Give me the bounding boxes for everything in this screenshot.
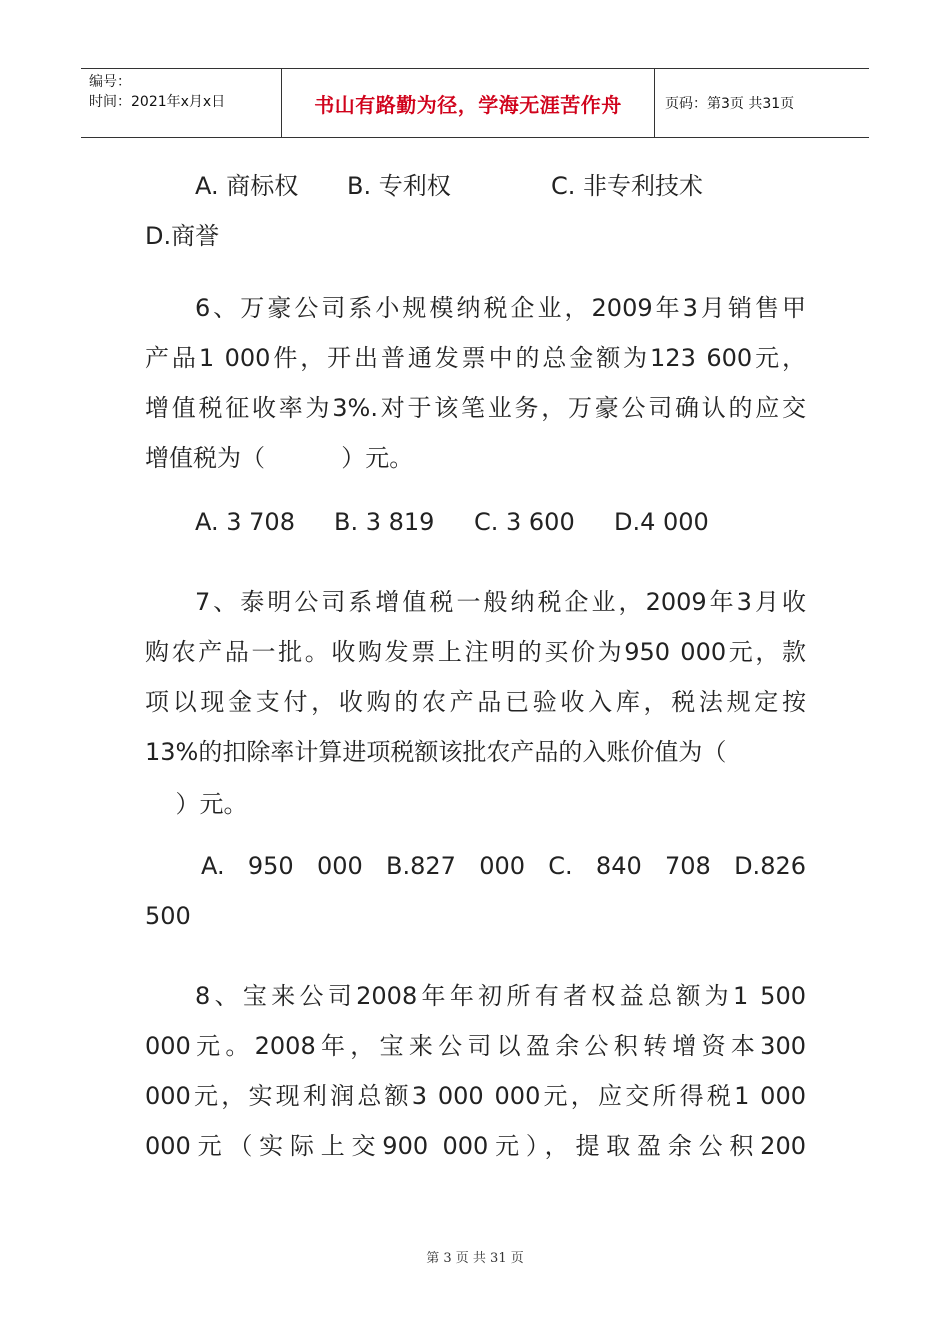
header-date-label: 时间：2021年x月x日 — [89, 94, 226, 110]
q6-option-b: B. 3 819 — [334, 508, 435, 536]
q6-line-2: 产品1 000件，开出普通发票中的总金额为123 600元， — [145, 344, 806, 372]
q7-option-c: C. 840 708 — [548, 852, 711, 880]
q7-line-1: 7、泰明公司系增值税一般纳税企业，2009年3月收 — [195, 588, 806, 616]
q7-options-row — [201, 852, 806, 880]
q7-option-b: B.827 000 — [386, 852, 526, 880]
q5-option-d: D.商誉 — [145, 222, 220, 250]
header-page-info: 页码：第3页 共31页 — [665, 96, 795, 112]
q6-options-row — [195, 508, 709, 536]
q7-option-a: A. 950 000 — [201, 852, 363, 880]
q5-option-c: C. 非专利技术 — [551, 172, 704, 200]
q7-option-d: D.826 — [734, 852, 806, 880]
q6-line-3: 增值税征收率为3%.对于该笔业务，万豪公司确认的应交 — [145, 394, 806, 422]
q8-line-2: 000元。2008年，宝来公司以盈余公积转增资本300 — [145, 1032, 806, 1060]
page-header — [81, 68, 869, 138]
q7-line-4: 13%的扣除率计算进项税额该批农产品的入账价值为（ — [145, 738, 727, 766]
q7-line-5: ）元。 — [145, 790, 248, 818]
header-meta — [81, 69, 282, 137]
q6-option-d: D.4 000 — [614, 508, 709, 536]
q5-option-a: A. 商标权 — [195, 172, 299, 200]
header-motto: 书山有路勤为径，学海无涯苦作舟 — [282, 69, 655, 137]
q7-line-3: 项以现金支付，收购的农产品已验收入库，税法规定按 — [145, 688, 806, 716]
page-footer: 第 3 页 共 31 页 — [426, 1251, 524, 1266]
q6-line-1: 6、万豪公司系小规模纳税企业，2009年3月销售甲 — [195, 294, 806, 322]
q5-option-b: B. 专利权 — [347, 172, 451, 200]
q8-line-3: 000元，实现利润总额3 000 000元，应交所得税1 000 — [145, 1082, 806, 1110]
q6-line-4: 增值税为（ ）元。 — [145, 444, 414, 472]
q6-option-a: A. 3 708 — [195, 508, 295, 536]
q8-line-4: 000元（实际上交900 000元），提取盈余公积200 — [145, 1132, 806, 1160]
q8-line-1: 8、宝来公司2008年年初所有者权益总额为1 500 — [195, 982, 806, 1010]
header-number-label: 编号： — [89, 74, 131, 90]
q5-options-row — [195, 166, 703, 201]
q6-option-c: C. 3 600 — [474, 508, 575, 536]
q7-option-d-wrap: 500 — [145, 902, 191, 930]
q7-line-2: 购农产品一批。收购发票上注明的买价为950 000元，款 — [145, 638, 806, 666]
